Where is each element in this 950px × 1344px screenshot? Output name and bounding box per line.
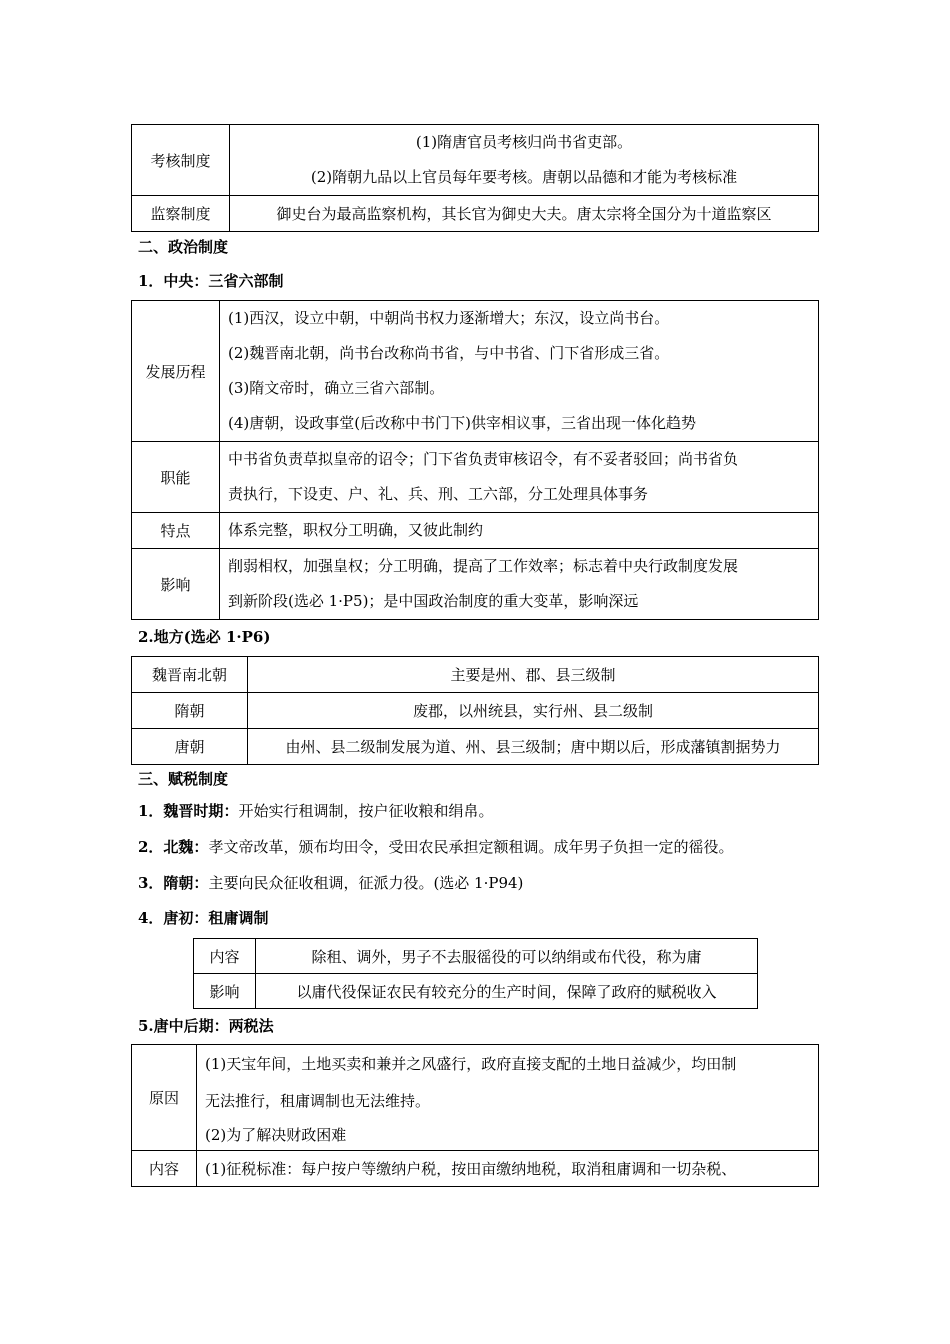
row-label: 职能	[132, 442, 220, 513]
row-label: 唐朝	[132, 729, 248, 765]
section-title-politics: 二、政治制度	[138, 238, 229, 256]
row-content	[220, 513, 819, 549]
subsection-tang-late: 5.唐中后期：两税法	[138, 1017, 274, 1035]
table-row	[132, 196, 819, 232]
content-line: 责执行，下设吏、户、礼、兵、刑、工六部，分工处理具体事务	[228, 485, 649, 503]
table-row	[132, 693, 819, 729]
row-content	[197, 1045, 819, 1151]
row-content	[220, 442, 819, 513]
content-line: 削弱相权，加强皇权；分工明确，提高了工作效率；标志着中央行政制度发展	[228, 557, 739, 575]
table-two-tax	[131, 1044, 819, 1187]
row-content: (1)征税标准：每户按户等缴纳户税，按田亩缴纳地税，取消租庸调和一切杂税、	[197, 1151, 819, 1187]
subsection-tang-early: 4．唐初：租庸调制	[138, 909, 269, 927]
table-row	[132, 657, 819, 693]
row-content	[230, 125, 819, 196]
content-line: 中书省负责草拟皇帝的诏令；门下省负责审核诏令，有不妥者驳回；尚书省负	[228, 450, 739, 468]
content-line: (2)为了解决财政困难	[205, 1126, 347, 1144]
row-label: 内容	[132, 1151, 197, 1187]
tax-item: 2．北魏：孝文帝改革，颁布均田令，受田农民承担定额租调。成年男子负担一定的徭役。	[138, 838, 734, 856]
table-local-system	[131, 656, 819, 765]
row-label: 隋朝	[132, 693, 248, 729]
row-label: 考核制度	[132, 125, 230, 196]
row-label: 内容	[194, 939, 256, 974]
subsection-local: 2.地方(选必 1·P6)	[138, 628, 271, 646]
table-row	[194, 939, 758, 974]
content-line: (3)隋文帝时，确立三省六部制。	[228, 379, 445, 397]
subsection-central: 1．中央：三省六部制	[138, 272, 284, 290]
content-line: 无法推行，租庸调制也无法维持。	[205, 1092, 431, 1110]
table-row	[132, 301, 819, 442]
content-line: (1)隋唐官员考核归尚书省吏部。	[415, 133, 633, 151]
section-title-tax: 三、赋税制度	[138, 770, 229, 788]
row-content	[220, 301, 819, 442]
row-content: 以庸代役保证农民有较充分的生产时间，保障了政府的赋税收入	[256, 974, 758, 1009]
table-row	[194, 974, 758, 1009]
row-label: 影响	[194, 974, 256, 1009]
table-row	[132, 125, 819, 196]
row-content	[220, 549, 819, 620]
content-line: 到新阶段(选必 1·P5)；是中国政治制度的重大变革，影响深远	[228, 592, 639, 610]
row-content: 由州、县二级制发展为道、州、县三级制；唐中期以后，形成藩镇割据势力	[248, 729, 819, 765]
tax-item: 1．魏晋时期：开始实行租调制，按户征收粮和绢帛。	[138, 802, 494, 820]
content-line: (2)隋朝九品以上官员每年要考核。唐朝以品德和才能为考核标准	[310, 168, 738, 186]
content-line: (2)魏晋南北朝，尚书台改称尚书省，与中书省、门下省形成三省。	[228, 344, 670, 362]
row-content: 除租、调外，男子不去服徭役的可以纳绢或布代役，称为庸	[256, 939, 758, 974]
table-central-system	[131, 300, 819, 620]
table-row	[132, 729, 819, 765]
content-line: (4)唐朝，设政事堂(后改称中书门下)供宰相议事，三省出现一体化趋势	[228, 414, 696, 432]
row-label: 原因	[132, 1045, 197, 1151]
row-label: 特点	[132, 513, 220, 549]
table-row	[132, 442, 819, 513]
table-assessment-supervision	[131, 124, 819, 232]
row-label: 影响	[132, 549, 220, 620]
row-label: 魏晋南北朝	[132, 657, 248, 693]
table-row	[132, 1045, 819, 1151]
content-line: (1)西汉，设立中朝，中朝尚书权力逐渐增大；东汉，设立尚书台。	[228, 309, 670, 327]
tax-item: 3．隋朝：主要向民众征收租调，征派力役。(选必 1·P94)	[138, 874, 524, 892]
row-label: 发展历程	[132, 301, 220, 442]
row-content: 废郡，以州统县，实行州、县二级制	[248, 693, 819, 729]
content-line: 体系完整，职权分工明确，又彼此制约	[228, 521, 484, 539]
row-content: 主要是州、郡、县三级制	[248, 657, 819, 693]
table-row	[132, 513, 819, 549]
table-row	[132, 1151, 819, 1187]
table-row	[132, 549, 819, 620]
row-content: 御史台为最高监察机构，其长官为御史大夫。唐太宗将全国分为十道监察区	[230, 196, 819, 232]
content-line: (1)天宝年间，土地买卖和兼并之风盛行，政府直接支配的土地日益减少，均田制	[205, 1055, 737, 1073]
table-zuyongdiao	[193, 938, 758, 1009]
row-label: 监察制度	[132, 196, 230, 232]
